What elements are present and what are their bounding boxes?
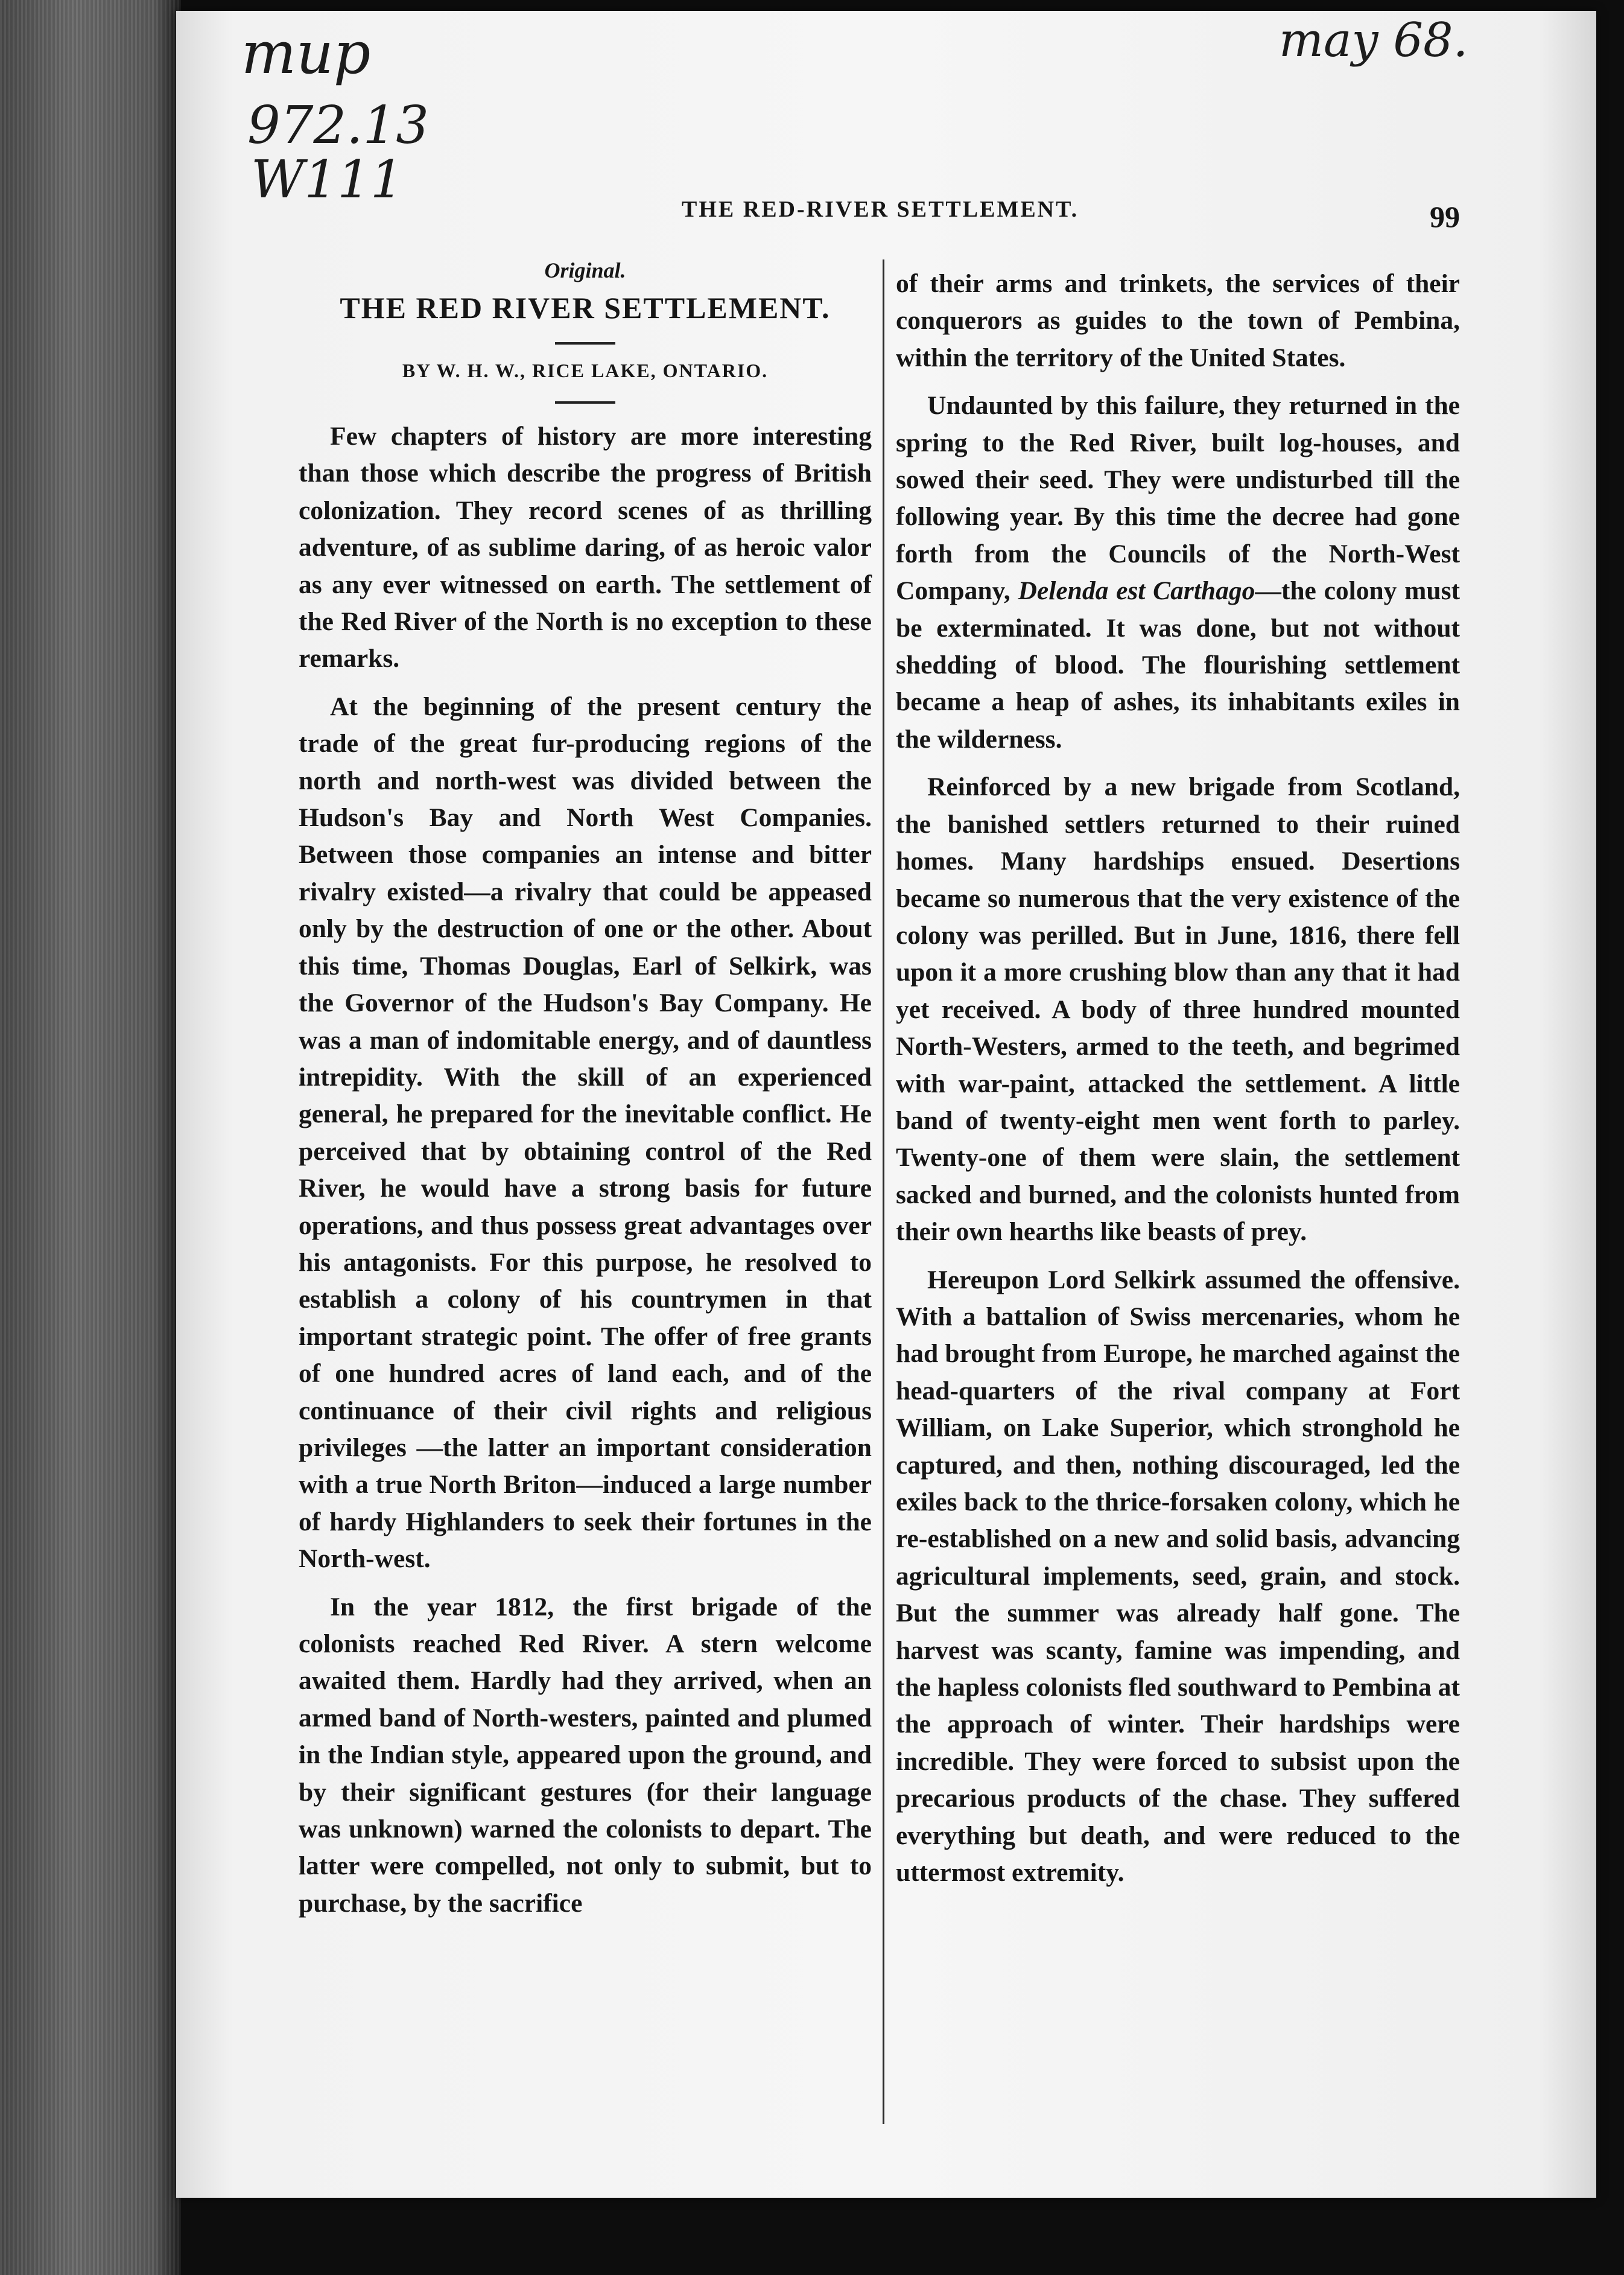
book-binding-edge	[0, 0, 181, 2275]
paragraph-6: Hereupon Lord Selkirk assumed the offensive. With a battalion of Swiss mercenaries, whom he had brought from Europe, he marched against the head-quarters of the rival company at Fort William, on Lake Superior, which stronghold he captured, and then, nothing discouraged, led the exiles back to the thrice-forsaken colony, which he re-established on a new and solid basis, advancing agricultural implements, seed, grain, and stock. But the summer was already half gone. The harvest was scanty, famine was impending, and the hapless colonists fled southward to Pembina at the approach of winter. Their hardships were incredible. They were forced to subsist upon the precarious products of the chase. They suffered everything but death, and were reduced to the uttermost extremity.	[896, 1265, 1460, 1888]
handwritten-call-number-line-3: W111	[251, 150, 404, 210]
article-title: THE RED RIVER SETTLEMENT.	[340, 291, 831, 325]
handwritten-date-note: may 68.	[1279, 13, 1468, 68]
paragraph-1: Few chapters of history are more interesting than those which describe the progress of British colonization. They record scenes of as thrilling adventure, of as sublime daring, of as heroic valor as any ever witnessed on earth. The settlement of the Red River of the North is no exception to these remarks.	[299, 422, 872, 673]
paragraph-3-continued: of their arms and trinkets, the services of their conquerors as guides to the town of Pembina, within the territory of the United States.	[896, 269, 1460, 372]
page-number: 99	[1430, 200, 1460, 234]
article-byline: BY W. H. W., RICE LAKE, ONTARIO.	[402, 360, 769, 381]
handwritten-call-number-line-2: 972.13	[247, 95, 429, 156]
article-label: Original.	[544, 258, 626, 282]
right-column	[896, 266, 1460, 1902]
paragraph-5: Reinforced by a new brigade from Scotland, the banished settlers returned to their ruined homes. Many hardships ensued. Desertions became so numerous that the very existence of the colony was perilled. But in June, 1816, there fell upon it a more crushing blow than any that it had yet received. A body of three hundred mounted North-Westers, armed to the teeth, and begrimed with war-paint, attacked the settlement. A little band of twenty-eight men went forth to parley. Twenty-one of them were slain, the settlement sacked and burned, and the colonists hunted from their own hearths like beasts of prey.	[896, 772, 1460, 1247]
paragraph-4	[896, 387, 1460, 758]
column-divider	[883, 259, 884, 2124]
title-rule	[555, 342, 615, 345]
latin-phrase: Delenda est Carthago	[1018, 576, 1255, 606]
paragraph-2: At the beginning of the present century the trade of the great fur-producing regions of the north and north-west was divided between the Hudson's Bay and North West Companies. Between those companies an intense and bitter rivalry existed—a rivalry that could be appeased only by the destruction of one or the other. About this time, Thomas Douglas, Earl of Selkirk, was the Governor of the Hudson's Bay Company. He was a man of indomitable energy, and of dauntless intrepidity. With the skill of an experienced general, he prepared for the inevitable conflict. He perceived that by obtaining control of the Red River, he would have a strong basis for future operations, and thus possess great advantages over his antagonists. For this purpose, he resolved to establish a colony of his countrymen in that important strategic point. The offer of free grants of one hundred acres of land each, and of the continuance of their civil rights and religious privileges —the latter an important consideration with a true North Briton—induced a large number of hardy Highlanders to seek their fortunes in the North-west.	[299, 692, 872, 1574]
left-column	[299, 256, 872, 1933]
paragraph-4-text-end: —the colony must be exterminated. It was done, but not without shedding of blood. The flourishing settlement became a heap of ashes, its inhabitants exiles in the wilderness.	[896, 576, 1461, 754]
paragraph-4-text: Undaunted by this failure, they returned in the spring to the Red River, built log-houses, and sowed their seed. They were undisturbed till the following year. By this time the decree had gone forth from the Councils of the North-West Company,	[896, 391, 1460, 606]
handwritten-call-number-line-1: mup	[241, 19, 371, 87]
paragraph-3: In the year 1812, the first brigade of the colonists reached Red River. A stern welcome awaited them. Hardly had they arrived, when an armed band of North-westers, painted and plumed in the Indian style, appeared upon the ground, and by their significant gestures (for their language was unknown) warned the colonists to depart. The latter were compelled, not only to submit, but to purchase, by the sacrifice	[299, 1592, 872, 1918]
running-header-title: THE RED-RIVER SETTLEMENT.	[682, 197, 1079, 222]
byline-rule	[555, 401, 615, 404]
